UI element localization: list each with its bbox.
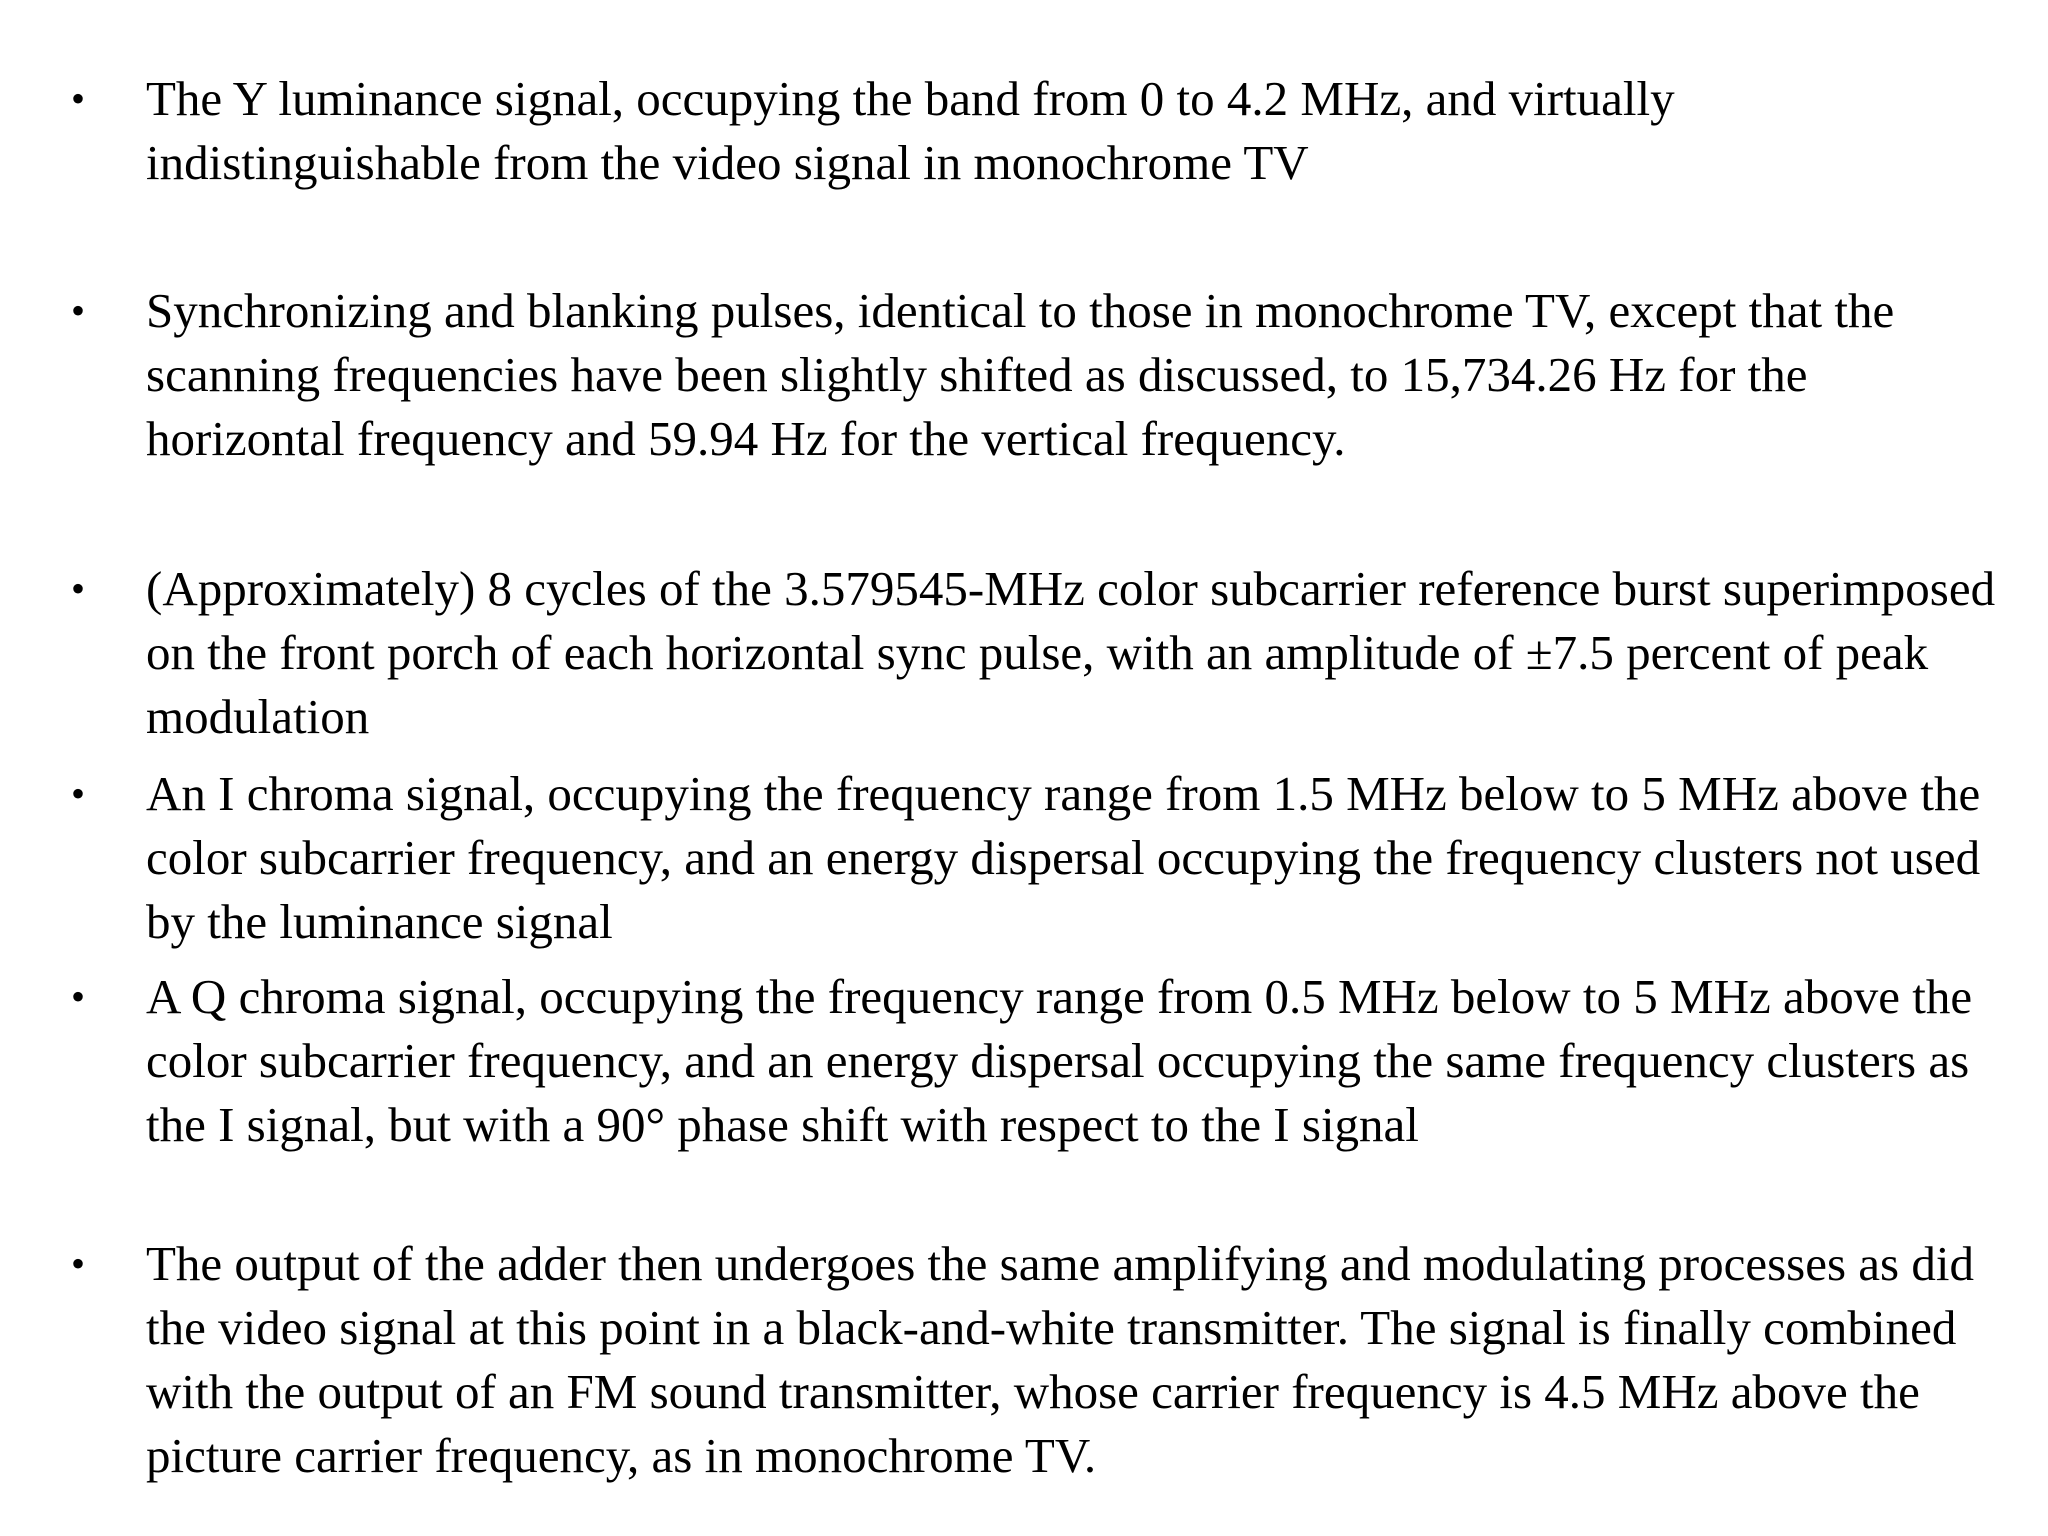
bullet-text: (Approximately) 8 cycles of the 3.579545-MHz color subcarrier reference burst superimposed on the front porch of each horizontal sync pulse, with an amplitude of ±7.5 percent of peak modulation xyxy=(146,561,1996,744)
bullet-text: Synchronizing and blanking pulses, identical to those in monochrome TV, except that the scanning frequencies have been slightly shifted as discussed, to 15,734.26 Hz for the horizontal frequency and 59.94 Hz for the vertical frequency. xyxy=(146,283,1895,466)
bullet-dot-icon: • xyxy=(71,1241,86,1286)
bullet-dot-icon: • xyxy=(71,974,86,1019)
bullet-dot-icon: • xyxy=(71,76,86,121)
bullet-text: The Y luminance signal, occupying the band from 0 to 4.2 MHz, and virtually indistinguishable from the video signal in monochrome TV xyxy=(146,71,1675,190)
bullet-item-y-luminance xyxy=(71,67,2006,195)
bullet-item-color-burst xyxy=(71,557,2006,749)
bullet-dot-icon: • xyxy=(71,566,86,611)
bullet-dot-icon: • xyxy=(71,288,86,333)
bullet-item-sync-blanking xyxy=(71,279,2006,471)
bullet-text: The output of the adder then undergoes the same amplifying and modulating processes as did the video signal at this point in a black-and-white transmitter. The signal is finally combined with the output of an FM sound transmitter, whose carrier frequency is 4.5 MHz above the picture carrier frequency, as in monochrome TV. xyxy=(146,1236,1974,1483)
bullet-item-i-chroma xyxy=(71,762,2006,954)
bullet-item-q-chroma xyxy=(71,965,2006,1157)
bullet-dot-icon: • xyxy=(71,771,86,816)
bullet-text: An I chroma signal, occupying the frequency range from 1.5 MHz below to 5 MHz above the color subcarrier frequency, and an energy dispersal occupying the frequency clusters not used by the luminance signal xyxy=(146,766,1981,949)
bullet-item-adder-output xyxy=(71,1232,2006,1488)
bullet-text: A Q chroma signal, occupying the frequency range from 0.5 MHz below to 5 MHz above the color subcarrier frequency, and an energy dispersal occupying the same frequency clusters as the I signal, but with a 90° phase shift with respect to the I signal xyxy=(146,969,1973,1152)
